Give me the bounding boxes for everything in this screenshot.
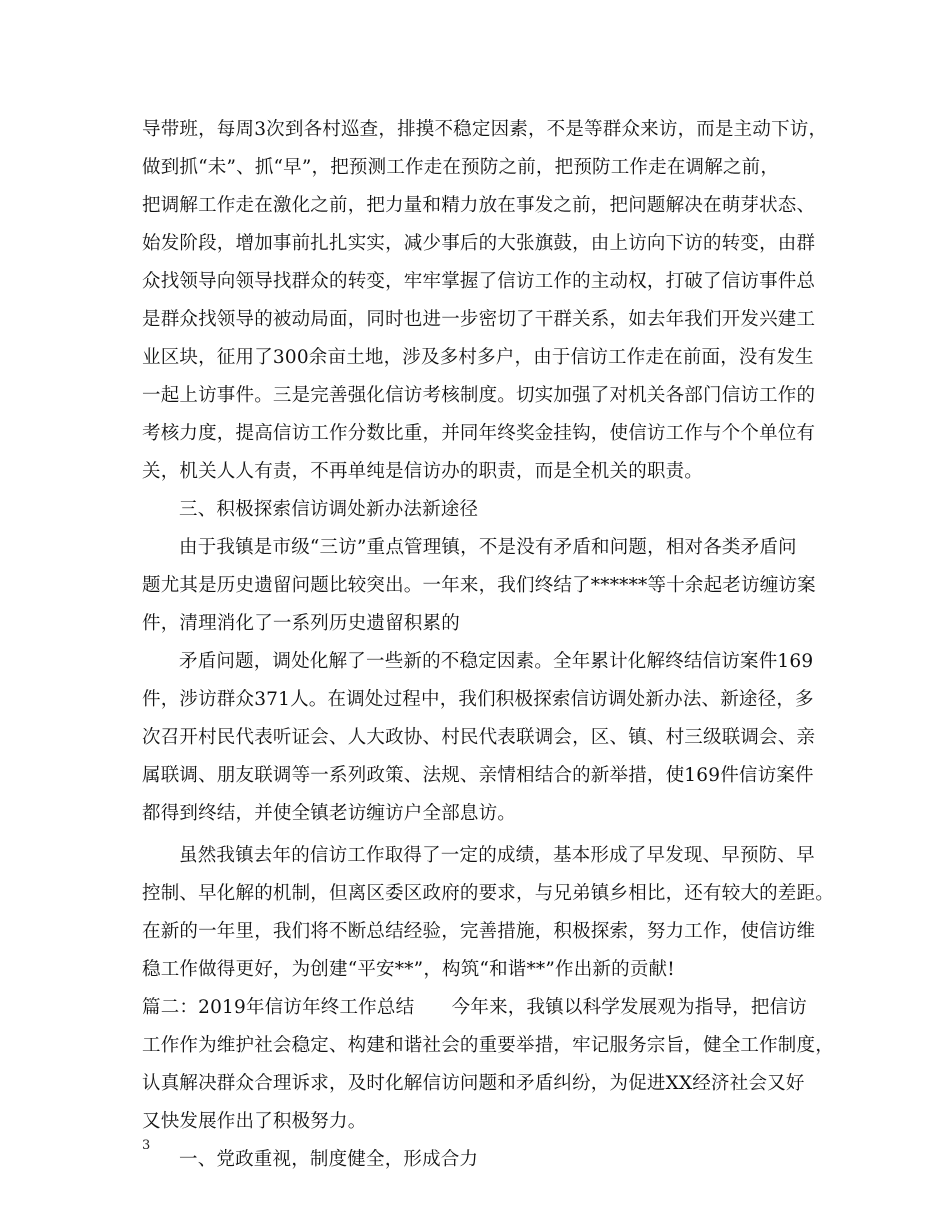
body-text-line: 工作作为维护社会稳定、构建和谐社会的重要举措，牢记服务宗旨，健全工作制度，: [142, 1035, 834, 1056]
body-text-line: 认真解决群众合理诉求，及时化解信访问题和矛盾纠纷，为促进XX经济社会又好: [142, 1073, 805, 1094]
body-text-line: 由于我镇是市级“三访”重点管理镇，不是没有矛盾和问题，相对各类矛盾问: [179, 537, 797, 558]
body-text-line: 做到抓“未”、抓“早”，把预测工作走在预防之前，把预防工作走在调解之前，: [142, 157, 780, 178]
body-text-line: 件，涉访群众371人。在调处过程中，我们积极探索信访调处新办法、新途径，多: [142, 689, 814, 710]
body-text-line: 矛盾问题，调处化解了一些新的不稳定因素。全年累计化解终结信访案件169: [179, 651, 814, 672]
body-text-line: 题尤其是历史遗留问题比较突出。一年来，我们终结了******等十余起老访缠访案: [142, 575, 816, 596]
body-text-line: 一起上访事件。三是完善强化信访考核制度。切实加强了对机关各部门信访工作的: [142, 385, 816, 406]
body-text-line: 众找领导向领导找群众的转变，牢牢掌握了信访工作的主动权，打破了信访事件总: [142, 271, 816, 292]
body-text-line: 控制、早化解的机制，但离区委区政府的要求，与兄弟镇乡相比，还有较大的差距。: [142, 883, 834, 904]
body-text-line: 又快发展作出了积极努力。: [142, 1111, 367, 1132]
body-text-line: 始发阶段，增加事前扎扎实实，减少事后的大张旗鼓，由上访向下访的转变，由群: [142, 233, 816, 254]
body-text-line: 业区块，征用了300余亩土地，涉及多村多户，由于信访工作走在前面，没有发生: [142, 347, 814, 368]
body-text-line: 稳工作做得更好，为创建“平安**”，构筑“和谐**”作出新的贡献!: [142, 959, 675, 980]
page-number: 3: [142, 1138, 151, 1153]
section-heading: 三、积极探索信访调处新办法新途径: [179, 499, 479, 520]
body-text-line: 篇二：2019年信访年终工作总结 今年来，我镇以科学发展观为指导，把信访: [142, 997, 807, 1018]
body-text-line: 虽然我镇去年的信访工作取得了一定的成绩，基本形成了早发现、早预防、早: [179, 845, 815, 866]
body-text-line: 关，机关人人有责，不再单纯是信访办的职责，而是全机关的职责。: [142, 461, 704, 482]
body-text-line: 是群众找领导的被动局面，同时也进一步密切了干群关系，如去年我们开发兴建工: [142, 309, 816, 330]
section-heading: 一、党政重视，制度健全，形成合力: [179, 1149, 479, 1170]
body-text-line: 在新的一年里，我们将不断总结经验，完善措施，积极探索，努力工作，使信访维: [142, 921, 816, 942]
body-text-line: 属联调、朋友联调等一系列政策、法规、亲情相结合的新举措，使169件信访案件: [142, 765, 814, 786]
body-text-line: 次召开村民代表听证会、人大政协、村民代表联调会，区、镇、村三级联调会、亲: [142, 727, 816, 748]
body-text-line: 件，清理消化了一系列历史遗留积累的: [142, 613, 460, 634]
body-text-line: 考核力度，提高信访工作分数比重，并同年终奖金挂钩，使信访工作与个个单位有: [142, 423, 816, 444]
body-text-line: 导带班，每周3次到各村巡查，排摸不稳定因素，不是等群众来访，而是主动下访，: [142, 119, 828, 140]
body-text-line: 把调解工作走在激化之前，把力量和精力放在事发之前，把问题解决在萌芽状态、: [142, 195, 816, 216]
body-text-line: 都得到终结，并使全镇老访缠访户全部息访。: [142, 803, 517, 824]
